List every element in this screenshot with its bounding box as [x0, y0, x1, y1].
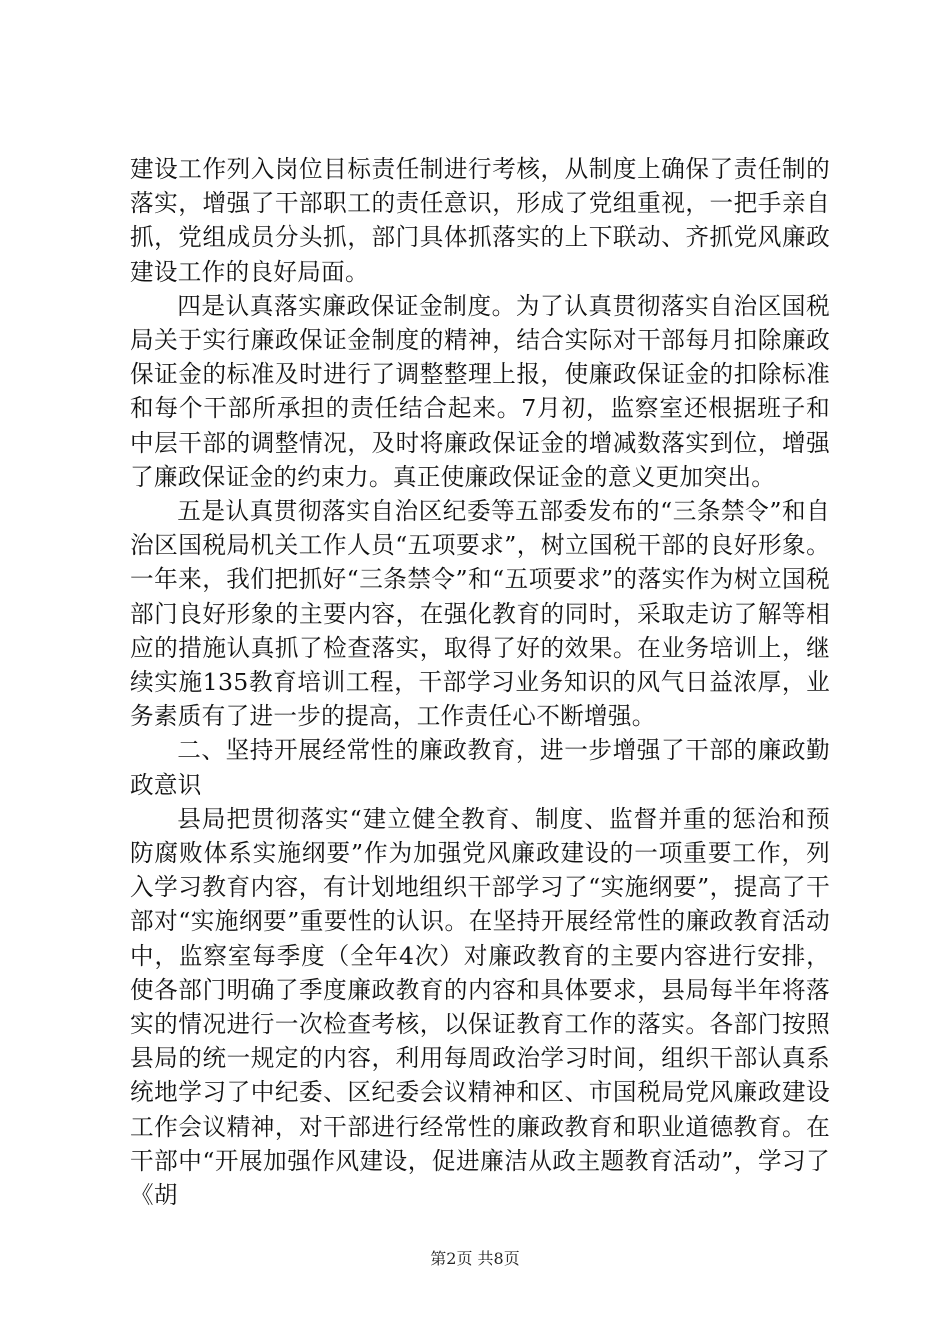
paragraph-education: 县局把贯彻落实“建立健全教育、制度、监督并重的惩治和预防腐败体系实施纲要”作为加强党风廉政建设的一项重要工作，列入学习教育内容，有计划地组织干部学习了“实施纲要”，提高了干部对“实施纲要”重要性的认识。在坚持开展经常性的廉政教育活动中，监察室每季度（全年4次）对廉政教育的主要内容进行安排，使各部门明确了季度廉政教育的内容和具体要求，县局每半年将落实的情况进行一次检查考核，以保证教育工作的落实。各部门按照县局的统一规定的内容，利用每周政治学习时间，组织干部认真系统地学习了中纪委、区纪委会议精神和区、市国税局党风廉政建设工作会议精神，对干部进行经常性的廉政教育和职业道德教育。在干部中“开展加强作风建设，促进廉洁从政主题教育活动”，学习了《胡 [130, 804, 830, 1210]
section-heading-two: 二、坚持开展经常性的廉政教育，进一步增强了干部的廉政勤政意识 [130, 736, 830, 799]
paragraph-continuation: 建设工作列入岗位目标责任制进行考核，从制度上确保了责任制的落实，增强了干部职工的责任意识，形成了党组重视，一把手亲自抓，党组成员分头抓，部门具体抓落实的上下联动、齐抓党风廉政建设工作的良好局面。 [130, 155, 830, 286]
document-body [130, 152, 830, 1212]
paragraph-item-five: 五是认真贯彻落实自治区纪委等五部委发布的“三条禁令”和自治区国税局机关工作人员“五项要求”，树立国税干部的良好形象。一年来，我们把抓好“三条禁令”和“五项要求”的落实作为树立国税部门良好形象的主要内容，在强化教育的同时，采取走访了解等相应的措施认真抓了检查落实，取得了好的效果。在业务培训上，继续实施135教育培训工程，干部学习业务知识的风气日益浓厚，业务素质有了进一步的提高，工作责任心不断增强。 [130, 497, 830, 731]
page-number-footer: 第2页 共8页 [430, 1249, 520, 1268]
paragraph-item-four: 四是认真落实廉政保证金制度。为了认真贯彻落实自治区国税局关于实行廉政保证金制度的精神，结合实际对干部每月扣除廉政保证金的标准及时进行了调整整理上报，使廉政保证金的扣除标准和每个干部所承担的责任结合起来。7月初，监察室还根据班子和中层干部的调整情况，及时将廉政保证金的增减数落实到位，增强了廉政保证金的约束力。真正使廉政保证金的意义更加突出。 [130, 291, 830, 491]
